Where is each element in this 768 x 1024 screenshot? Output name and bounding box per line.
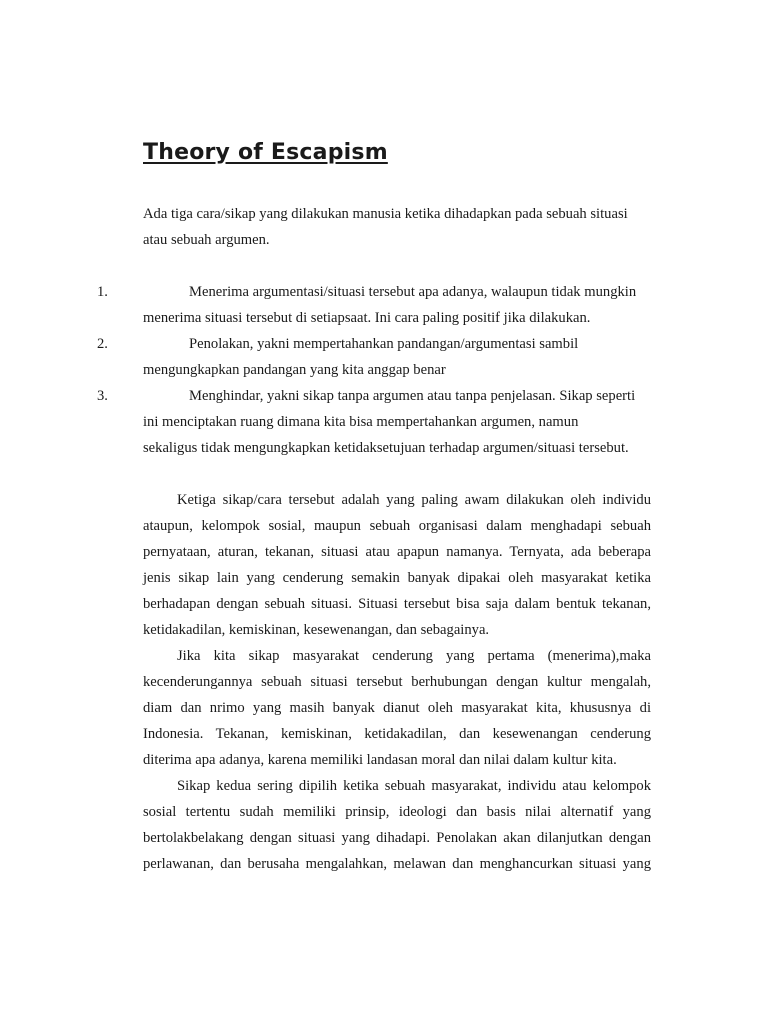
list-item-text: menerima situasi tersebut di setiapsaat. Ini cara paling positif jika dilakukan. — [143, 310, 591, 326]
intro-line: atau sebuah argumen. — [143, 232, 270, 248]
body-line: Ketiga sikap/cara tersebut adalah yang paling awam dilakukan oleh individu — [177, 492, 651, 508]
body-line: Indonesia. Tekanan, kemiskinan, ketidakadilan, dan kesewenangan cenderung — [143, 726, 651, 742]
list-number: 2. — [97, 336, 108, 352]
body-line: kecenderungannya sebuah situasi tersebut berhubungan dengan kultur mengalah, — [143, 674, 651, 690]
body-line: berhadapan dengan sebuah situasi. Situasi tersebut bisa saja dalam bentuk tekanan, — [143, 596, 651, 612]
list-item-text: Menghindar, yakni sikap tanpa argumen atau tanpa penjelasan. Sikap seperti — [189, 388, 636, 404]
body-line: perlawanan, dan berusaha mengalahkan, melawan dan menghancurkan situasi yang — [143, 856, 651, 872]
list-number: 3. — [97, 388, 108, 404]
list-number: 1. — [97, 284, 108, 300]
body-line: Sikap kedua sering dipilih ketika sebuah masyarakat, individu atau kelompok — [177, 778, 651, 794]
body-line: jenis sikap lain yang cenderung semakin banyak dipakai oleh masyarakat ketika — [143, 570, 651, 586]
body-line: ataupun, kelompok sosial, maupun sebuah organisasi dalam menghadapi sebuah — [143, 518, 651, 534]
body-line: bertolakbelakang dengan situasi yang dihadapi. Penolakan akan dilanjutkan dengan — [143, 830, 651, 846]
list-item-text: sekaligus tidak mengungkapkan ketidaksetujuan terhadap argumen/situasi tersebut. — [143, 440, 629, 456]
body-line: sosial tertentu sudah memiliki prinsip, ideologi dan basis nilai alternatif yang — [143, 804, 651, 820]
body-line: pernyataan, aturan, tekanan, situasi atau apapun namanya. Ternyata, ada beberapa — [143, 544, 651, 560]
list-item-text: Menerima argumentasi/situasi tersebut apa adanya, walaupun tidak mungkin — [189, 284, 637, 300]
intro-line: Ada tiga cara/sikap yang dilakukan manusia ketika dihadapkan pada sebuah situasi — [143, 206, 628, 222]
body-line: diam dan nrimo yang masih banyak dianut oleh masyarakat kita, khususnya di — [143, 700, 651, 716]
list-item-text: Penolakan, yakni mempertahankan pandangan/argumentasi sambil — [189, 336, 579, 352]
list-item-text: ini menciptakan ruang dimana kita bisa mempertahankan argumen, namun — [143, 414, 579, 430]
document-title: Theory of Escapism — [143, 140, 388, 165]
body-line: Jika kita sikap masyarakat cenderung yang pertama (menerima),maka — [177, 648, 651, 664]
body-line: diterima apa adanya, karena memiliki landasan moral dan nilai dalam kultur kita. — [143, 752, 617, 768]
list-item-text: mengungkapkan pandangan yang kita anggap benar — [143, 362, 446, 378]
body-line: ketidakadilan, kemiskinan, kesewenangan, dan sebagainya. — [143, 622, 490, 638]
